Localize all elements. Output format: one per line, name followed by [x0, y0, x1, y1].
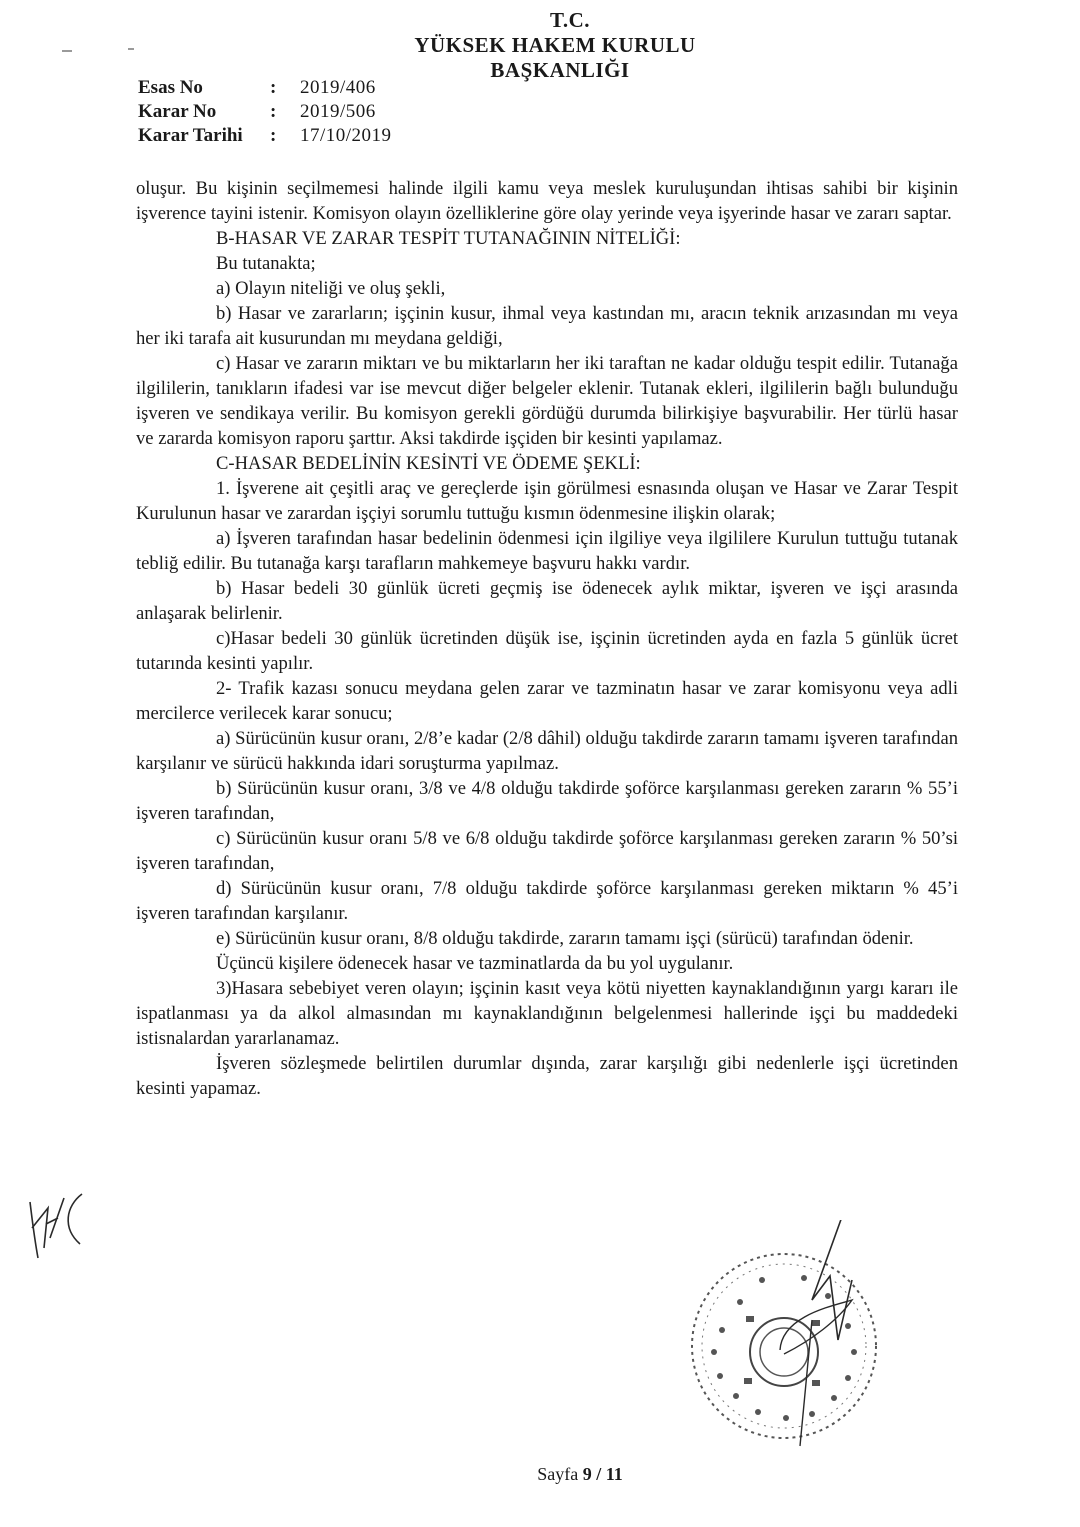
paragraph: 3)Hasara sebebiyet veren olayın; işçinin kasıt veya kötü niyetten kaynaklandığının yargı kararı ile ispatlanması ya da alkol almasından mı kaynaklandığının belgelenmesi hallerinde işçi bu maddedeki istisnalardan yararlanamaz.: [136, 978, 958, 1049]
header-presidency: BAŞKANLIĞI: [490, 58, 630, 82]
section-heading-b: B-HASAR VE ZARAR TESPİT TUTANAĞININ NİTELİĞİ:: [216, 228, 681, 249]
meta-label: Karar Tarihi: [138, 125, 243, 146]
list-item: c) Hasar ve zararın miktarı ve bu miktarların her iki taraftan ne kadar olduğu tespit edilir. Tutanağa ilgililerin, tanıkların ifadesi var ise mevcut diğer belgeler eklenir. Tutanak ekleri, ilgililerin bağlı bulunduğu işveren ve sendikaya verilir. Bu komisyon gerekli gördüğü durumda bilirkişiye başvurabilir. Her türlü hasar ve zararda komisyon raporu şarttır. Aksi takdirde işçiden bir kesinti yapılamaz.: [136, 353, 958, 449]
list-item: c)Hasar bedeli 30 günlük ücretinden düşük ise, işçinin ücretinden ayda en fazla 5 günlük ücret tutarında kesinti yapılır.: [136, 628, 958, 674]
document-header: [0, 8, 1080, 83]
meta-colon: :: [270, 125, 277, 146]
list-item: b) Sürücünün kusur oranı, 3/8 ve 4/8 olduğu takdirde şoförce karşılanması gereken zararın % 55’i işveren tarafından,: [136, 778, 958, 824]
paragraph: Bu tutanakta;: [216, 253, 316, 274]
list-item: d) Sürücünün kusur oranı, 7/8 olduğu takdirde şoförce karşılanması gereken miktarın % 45’i işveren tarafından karşılanır.: [136, 878, 958, 924]
meta-value: 17/10/2019: [300, 125, 392, 146]
header-tc: T.C.: [549, 8, 591, 32]
paragraph: Üçüncü kişilere ödenecek hasar ve tazminatlarda da bu yol uygulanır.: [216, 953, 734, 974]
header-institution: YÜKSEK HAKEM KURULU: [414, 33, 696, 57]
meta-colon: :: [270, 101, 277, 122]
meta-colon: :: [270, 77, 277, 98]
page-number: [40, 1464, 1080, 1485]
list-item: a) Olayın niteliği ve oluş şekli,: [216, 278, 446, 299]
meta-label: Esas No: [138, 77, 203, 98]
list-item: c) Sürücünün kusur oranı 5/8 ve 6/8 olduğu takdirde şoförce karşılanması gereken zararın % 50’si işveren tarafından,: [136, 828, 958, 874]
page-total: 11: [605, 1464, 623, 1484]
meta-row-esas: [138, 76, 392, 100]
list-item: e) Sürücünün kusur oranı, 8/8 olduğu takdirde, zararın tamamı işçi (sürücü) tarafından ödenir.: [216, 928, 914, 949]
list-item: a) Sürücünün kusur oranı, 2/8’e kadar (2/8 dâhil) olduğu takdirde zararın tamamı işveren tarafından karşılanır ve sürücü hakkında idari soruşturma yapılmaz.: [136, 728, 958, 774]
official-round-seal-icon: [662, 1220, 902, 1460]
paragraph: İşveren sözleşmede belirtilen durumlar dışında, zarar karşılığı gibi nedenlerle işçi ücretinden kesinti yapamaz.: [136, 1053, 958, 1099]
list-item: b) Hasar bedeli 30 günlük ücreti geçmiş ise ödenecek aylık miktar, işveren ve işçi arasında anlaşarak belirlenir.: [136, 578, 958, 624]
handwritten-paraf-icon: [24, 1188, 88, 1268]
paragraph: oluşur. Bu kişinin seçilmemesi halinde ilgili kamu veya meslek kuruluşundan ihtisas sahibi bir kişinin işverence tayini istenir. Komisyon olayın özelliklerine göre olay yerinde veya işyerinde hasar ve zararı saptar.: [136, 178, 958, 224]
list-item: 1. İşverene ait çeşitli araç ve gereçlerde işin görülmesi esnasında oluşan ve Hasar ve Zarar Tespit Kurulunun hasar ve zarardan işçiyi sorumlu tuttuğu kısmın ödenmesine ilişkin olarak;: [136, 478, 958, 524]
case-meta: [138, 76, 392, 148]
list-item: a) İşveren tarafından hasar bedelinin ödenmesi için ilgiliye veya ilgililere Kurulun tuttuğu tutanak tebliğ edilir. Bu tutanağa karşı tarafların mahkemeye başvuru hakkı vardır.: [136, 528, 958, 574]
section-heading-c: C-HASAR BEDELİNİN KESİNTİ VE ÖDEME ŞEKLİ:: [216, 453, 641, 474]
list-item: 2- Trafik kazası sonucu meydana gelen zarar ve tazminatın hasar ve zarar komisyonu veya adli mercilerce verilecek karar sonucu;: [136, 678, 958, 724]
decision-body: [136, 176, 958, 1101]
page-current: 9: [582, 1464, 592, 1484]
list-item: b) Hasar ve zararların; işçinin kusur, ihmal veya kastından mı, aracın teknik arızasından mı veya her iki tarafa ait kusurundan mı meydana geldiği,: [136, 303, 958, 349]
page-label: Sayfa: [537, 1464, 579, 1484]
meta-value: 2019/406: [300, 77, 376, 98]
meta-row-tarih: [138, 124, 392, 148]
meta-value: 2019/506: [300, 101, 376, 122]
meta-label: Karar No: [138, 101, 217, 122]
page-separator: /: [596, 1464, 602, 1484]
meta-row-karar: [138, 100, 392, 124]
